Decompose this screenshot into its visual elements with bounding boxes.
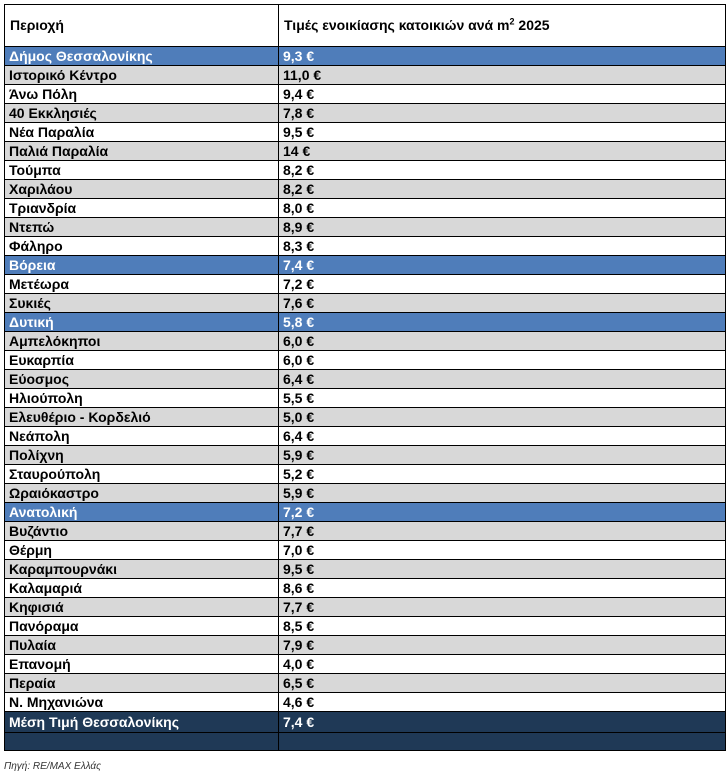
price-value: 6,4 € (279, 427, 726, 446)
table-row (5, 522, 726, 541)
price-value: 7,7 € (279, 598, 726, 617)
price-value: 5,9 € (279, 484, 726, 503)
area-name: Παλιά Παραλία (5, 142, 279, 161)
table-row (5, 294, 726, 313)
price-value: 8,0 € (279, 199, 726, 218)
price-value: 7,7 € (279, 522, 726, 541)
area-name: Τούμπα (5, 161, 279, 180)
area-name: Βόρεια (5, 256, 279, 275)
price-value: 5,8 € (279, 313, 726, 332)
table-row (5, 275, 726, 294)
table-row (5, 237, 726, 256)
area-name: Ν. Μηχανιώνα (5, 693, 279, 712)
table-row (5, 541, 726, 560)
table-row (5, 218, 726, 237)
price-value: 9,5 € (279, 123, 726, 142)
table-row (5, 655, 726, 674)
area-name: Επανομή (5, 655, 279, 674)
average-total-row (5, 712, 726, 733)
price-value: 6,4 € (279, 370, 726, 389)
table-row (5, 142, 726, 161)
price-value: 7,8 € (279, 104, 726, 123)
area-name: Άνω Πόλη (5, 85, 279, 104)
table-row (5, 579, 726, 598)
table-row (5, 560, 726, 579)
table-row (5, 636, 726, 655)
price-value: 5,2 € (279, 465, 726, 484)
table-row (5, 484, 726, 503)
price-value: 4,0 € (279, 655, 726, 674)
price-value: 9,3 € (279, 47, 726, 66)
area-name: Ευκαρπία (5, 351, 279, 370)
price-value: 11,0 € (279, 66, 726, 85)
area-name: Χαριλάου (5, 180, 279, 199)
table-row (5, 161, 726, 180)
area-name: Συκιές (5, 294, 279, 313)
price-value: 8,6 € (279, 579, 726, 598)
price-value: 5,9 € (279, 446, 726, 465)
price-value: 8,2 € (279, 180, 726, 199)
price-value: 6,0 € (279, 351, 726, 370)
table-header-row (5, 5, 726, 47)
table-row (5, 123, 726, 142)
table-row (5, 674, 726, 693)
price-value: 6,5 € (279, 674, 726, 693)
area-name: Καραμπουρνάκι (5, 560, 279, 579)
price-value: 7,6 € (279, 294, 726, 313)
rent-prices-table (4, 4, 726, 751)
area-name: Φάληρο (5, 237, 279, 256)
price-value: 7,2 € (279, 503, 726, 522)
district-row (5, 313, 726, 332)
price-value: 6,0 € (279, 332, 726, 351)
header-price-text: Τιμές ενοικίασης κατοικιών ανά m (284, 17, 510, 33)
area-name: Δυτική (5, 313, 279, 332)
price-value: 7,4 € (279, 256, 726, 275)
area-name: Ιστορικό Κέντρο (5, 66, 279, 85)
table-row (5, 446, 726, 465)
table-row (5, 199, 726, 218)
table-row (5, 598, 726, 617)
area-name: Νεάπολη (5, 427, 279, 446)
price-value: 14 € (279, 142, 726, 161)
table-row (5, 332, 726, 351)
table-row (5, 408, 726, 427)
header-area: Περιοχή (5, 5, 279, 47)
table-row (5, 389, 726, 408)
price-value: 8,5 € (279, 617, 726, 636)
area-name: Μετέωρα (5, 275, 279, 294)
table-row (5, 66, 726, 85)
table-row (5, 370, 726, 389)
area-name: Περαία (5, 674, 279, 693)
table-row (5, 693, 726, 712)
header-price (279, 5, 726, 47)
area-name: Πυλαία (5, 636, 279, 655)
price-value: 5,0 € (279, 408, 726, 427)
spacer-cell (5, 733, 279, 751)
area-name: Νέα Παραλία (5, 123, 279, 142)
area-name: Κηφισιά (5, 598, 279, 617)
area-name: Ωραιόκαστρο (5, 484, 279, 503)
price-value: 8,3 € (279, 237, 726, 256)
table-row (5, 351, 726, 370)
area-name: Καλαμαριά (5, 579, 279, 598)
spacer-cell (279, 733, 726, 751)
price-value: 4,6 € (279, 693, 726, 712)
table-row (5, 465, 726, 484)
footer-spacer-row (5, 733, 726, 751)
area-name: Θέρμη (5, 541, 279, 560)
area-name: Βυζάντιο (5, 522, 279, 541)
area-name: Εύοσμος (5, 370, 279, 389)
district-row (5, 503, 726, 522)
district-row (5, 256, 726, 275)
header-price-superscript: 2 (509, 16, 515, 27)
header-price-year: 2025 (518, 17, 550, 33)
table-row (5, 180, 726, 199)
table-row (5, 85, 726, 104)
price-value: 8,2 € (279, 161, 726, 180)
table-row (5, 427, 726, 446)
price-value: 5,5 € (279, 389, 726, 408)
average-price: 7,4 € (279, 712, 726, 733)
area-name: Ντεπώ (5, 218, 279, 237)
average-label: Μέση Τιμή Θεσσαλονίκης (5, 712, 279, 733)
area-name: Ηλιούπολη (5, 389, 279, 408)
price-value: 9,5 € (279, 560, 726, 579)
area-name: Δήμος Θεσσαλονίκης (5, 47, 279, 66)
price-value: 7,9 € (279, 636, 726, 655)
table-row (5, 617, 726, 636)
area-name: Τριανδρία (5, 199, 279, 218)
price-value: 8,9 € (279, 218, 726, 237)
area-name: Ανατολική (5, 503, 279, 522)
district-row (5, 47, 726, 66)
area-name: 40 Εκκλησιές (5, 104, 279, 123)
area-name: Αμπελόκηποι (5, 332, 279, 351)
source-note: Πηγή: RE/MAX Ελλάς (4, 761, 101, 772)
table-row (5, 104, 726, 123)
area-name: Ελευθέριο - Κορδελιό (5, 408, 279, 427)
area-name: Σταυρούπολη (5, 465, 279, 484)
area-name: Πολίχνη (5, 446, 279, 465)
price-value: 7,2 € (279, 275, 726, 294)
price-value: 7,0 € (279, 541, 726, 560)
price-value: 9,4 € (279, 85, 726, 104)
area-name: Πανόραμα (5, 617, 279, 636)
